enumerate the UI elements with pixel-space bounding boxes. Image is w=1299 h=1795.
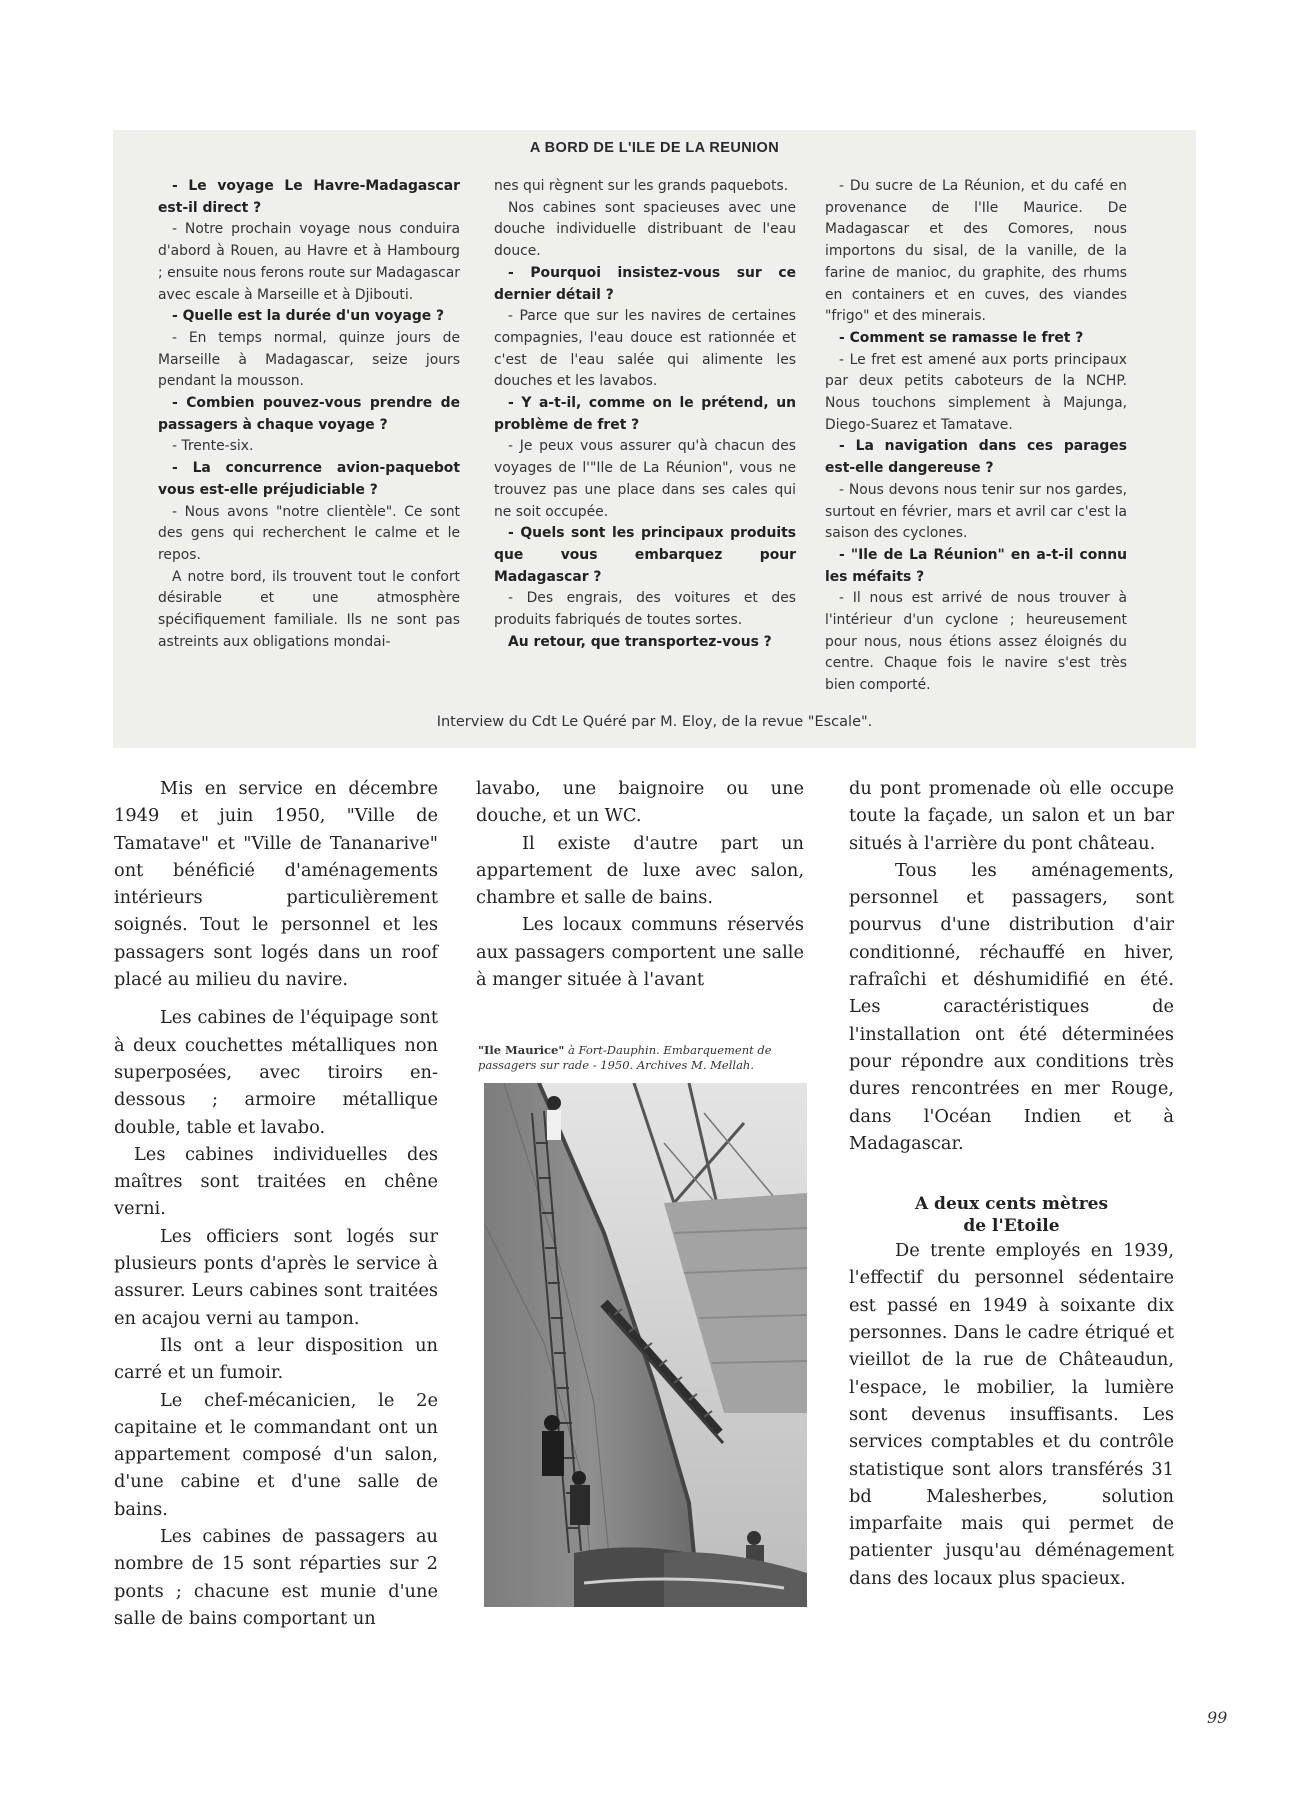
paragraph: De trente employés en 1939, l'effectif du personnel sédentaire est passé en 1949 à soixante dix personnes. Dans le cadre étriqué et vieillot de la rue de Châteaudun, l'espace, le mobilier, la lumière sont devenus insuffisants. Les services comptables et du contrôle statistique sont alors transférés 31 bd Malesherbes, solution imparfaite mais qui permet de patienter jusqu'au déménagement dans des locaux plus spacieux. bbox=[849, 1240, 1174, 1589]
paragraph: Les cabines de l'équipage sont à deux couchettes métalliques non superposées, avec tiroirs en-dessous ; armoire métallique double, table et lavabo. bbox=[114, 1007, 438, 1138]
photo-caption-ship: "Ile Maurice" bbox=[478, 1043, 565, 1057]
article-column-3-bottom bbox=[849, 1237, 1174, 1592]
ship-hull-illustration bbox=[484, 1083, 807, 1607]
interview-question: - "Ile de La Réunion" en a-t-il connu les méfaits ? bbox=[825, 546, 1127, 585]
paragraph: Le chef-mécanicien, le 2e capitaine et le commandant ont un appartement composé d'un salon, d'une cabine et d'une salle de bains. bbox=[114, 1389, 438, 1520]
paragraph: - Notre prochain voyage nous conduira d'abord à Rouen, au Havre et à Hambourg ; ensuite nous ferons route sur Madagascar avec escale à Marseille et à Djibouti. bbox=[158, 221, 460, 303]
section-title bbox=[849, 1193, 1174, 1237]
paragraph: - Parce que sur les navires de certaines compagnies, l'eau douce est rationnée et c'est de l'eau salée qui alimente les douches et les lavabos. bbox=[494, 308, 796, 390]
paragraph: - Du sucre de La Réunion, et du café en provenance de l'Ile Maurice. De Madagascar et des Comores, nous importons du sisal, de la vanille, de la farine de manioc, du graphite, des rhums en containers et en cuves, des viandes "frigo" et des minerais. bbox=[825, 178, 1127, 325]
interview-column-2 bbox=[494, 176, 796, 653]
paragraph: Nos cabines sont spacieuses avec une douche individuelle distribuant de l'eau douce. bbox=[494, 199, 796, 260]
ship-photo bbox=[484, 1083, 807, 1607]
paragraph: du pont promenade où elle occupe toute la façade, un salon et un bar situés à l'arrière du pont château. bbox=[849, 778, 1174, 854]
paragraph: Les officiers sont logés sur plusieurs ponts d'après le service à assurer. Leurs cabines sont traitées en acajou verni au tampon. bbox=[114, 1225, 438, 1329]
paragraph: - Des engrais, des voitures et des produits fabriqués de toutes sortes. bbox=[494, 590, 796, 629]
paragraph: Il existe d'autre part un appartement de luxe avec salon, chambre et salle de bains. bbox=[476, 832, 804, 909]
interview-question: - Le voyage Le Havre-Madagascar est-il direct ? bbox=[158, 178, 460, 216]
paragraph: Ils ont a leur disposition un carré et un fumoir. bbox=[114, 1334, 438, 1384]
interview-question: - Combien pouvez-vous prendre de passagers à chaque voyage ? bbox=[158, 395, 460, 433]
interview-question: - La navigation dans ces parages est-elle dangereuse ? bbox=[825, 438, 1127, 477]
interview-question: - Quels sont les principaux produits que vous embarquez pour Madagascar ? bbox=[494, 525, 796, 585]
paragraph: nes qui règnent sur les grands paquebots. bbox=[494, 178, 789, 194]
interview-question: - Y a-t-il, comme on le prétend, un problème de fret ? bbox=[494, 395, 796, 433]
article-column-2 bbox=[476, 775, 804, 993]
section-title-line-2: de l'Etoile bbox=[963, 1216, 1060, 1237]
interview-question: Au retour, que transportez-vous ? bbox=[508, 633, 772, 650]
photo-caption-text: à Fort-Dauphin. Embarquement de passagers sur rade - 1950. Archives M. Mellah. bbox=[478, 1043, 772, 1072]
paragraph: - Le fret est amené aux ports principaux par deux petits caboteurs de la NCHP. Nous touchons simplement à Majunga, Diego-Suarez et Tamatave. bbox=[825, 351, 1127, 433]
interview-question: - Quelle est la durée d'un voyage ? bbox=[172, 308, 445, 325]
interview-column-3 bbox=[825, 176, 1127, 697]
paragraph: Les locaux communs réservés aux passagers comportent une salle à manger située à l'avant bbox=[476, 914, 804, 991]
article-column-3 bbox=[849, 775, 1174, 1592]
paragraph: Les cabines de passagers au nombre de 15 sont réparties sur 2 ponts ; chacune est munie d'une salle de bains comportant un bbox=[114, 1526, 438, 1629]
paragraph: - Je peux vous assurer qu'à chacun des voyages de l'"Ile de La Réunion", vous ne trouvez pas une place dans ses cales qui ne soit occupée. bbox=[494, 438, 796, 520]
interview-heading: A BORD DE L'ILE DE LA REUNION bbox=[529, 140, 780, 156]
paragraph: - Nous devons nous tenir sur nos gardes, surtout en février, mars et avril car c'est la saison des cyclones. bbox=[825, 481, 1127, 542]
paragraph: - Il nous est arrivé de nous trouver à l'intérieur d'un cyclone ; heureusement pour nous, nous étions assez éloignés du centre. Chaque fois le navire s'est très bien comporté. bbox=[825, 590, 1127, 694]
interview-sidebar bbox=[113, 130, 1196, 748]
photo-caption bbox=[478, 1043, 808, 1073]
paragraph: lavabo, une baignoire ou une douche, et un WC. bbox=[476, 778, 804, 827]
paragraph: Tous les aménagements, personnel et passagers, sont pourvus d'une distribution d'air conditionné, réchauffé en hiver, rafraîchi et déshumidifié en été. Les caractéristiques de l'installation ont été déterminées pour répondre aux conditions très dures rencontrées en mer Rouge, dans l'Océan Indien et à Madagascar. bbox=[849, 859, 1174, 1154]
paragraph: - Nous avons "notre clientèle". Ce sont des gens qui recherchent le calme et le repos. bbox=[158, 503, 460, 563]
interview-question: - Comment se ramasse le fret ? bbox=[839, 329, 1084, 346]
interview-question: - La concurrence avion-paquebot vous est-elle préjudiciable ? bbox=[158, 460, 460, 498]
section-title-line-1: A deux cents mètres bbox=[914, 1194, 1109, 1215]
article-column-1 bbox=[114, 775, 438, 1632]
paragraph: A notre bord, ils trouvent tout le confort désirable et une atmosphère spécifiquement familiale. Ils ne sont pas astreints aux obligations mondai- bbox=[158, 568, 460, 650]
interview-credit: Interview du Cdt Le Quéré par M. Eloy, de la revue "Escale". bbox=[436, 714, 873, 730]
page-number: 99 bbox=[1207, 1708, 1228, 1727]
paragraph: - Trente-six. bbox=[172, 438, 254, 455]
paragraph: - En temps normal, quinze jours de Marseille à Madagascar, seize jours pendant la mousson. bbox=[158, 329, 460, 390]
interview-column-1 bbox=[158, 176, 460, 653]
article-column-3-top bbox=[849, 775, 1174, 1157]
paragraph: Les cabines individuelles des maîtres sont traitées en chêne verni. bbox=[114, 1143, 438, 1220]
interview-question: - Pourquoi insistez-vous sur ce dernier détail ? bbox=[494, 264, 796, 303]
paragraph: Mis en service en décembre 1949 et juin 1950, "Ville de Tamatave" et "Ville de Tananarive" ont bénéficié d'aménagements intérieurs particulièrement soignés. Tout le personnel et les passagers sont logés dans un roof placé au milieu du navire. bbox=[114, 778, 438, 991]
